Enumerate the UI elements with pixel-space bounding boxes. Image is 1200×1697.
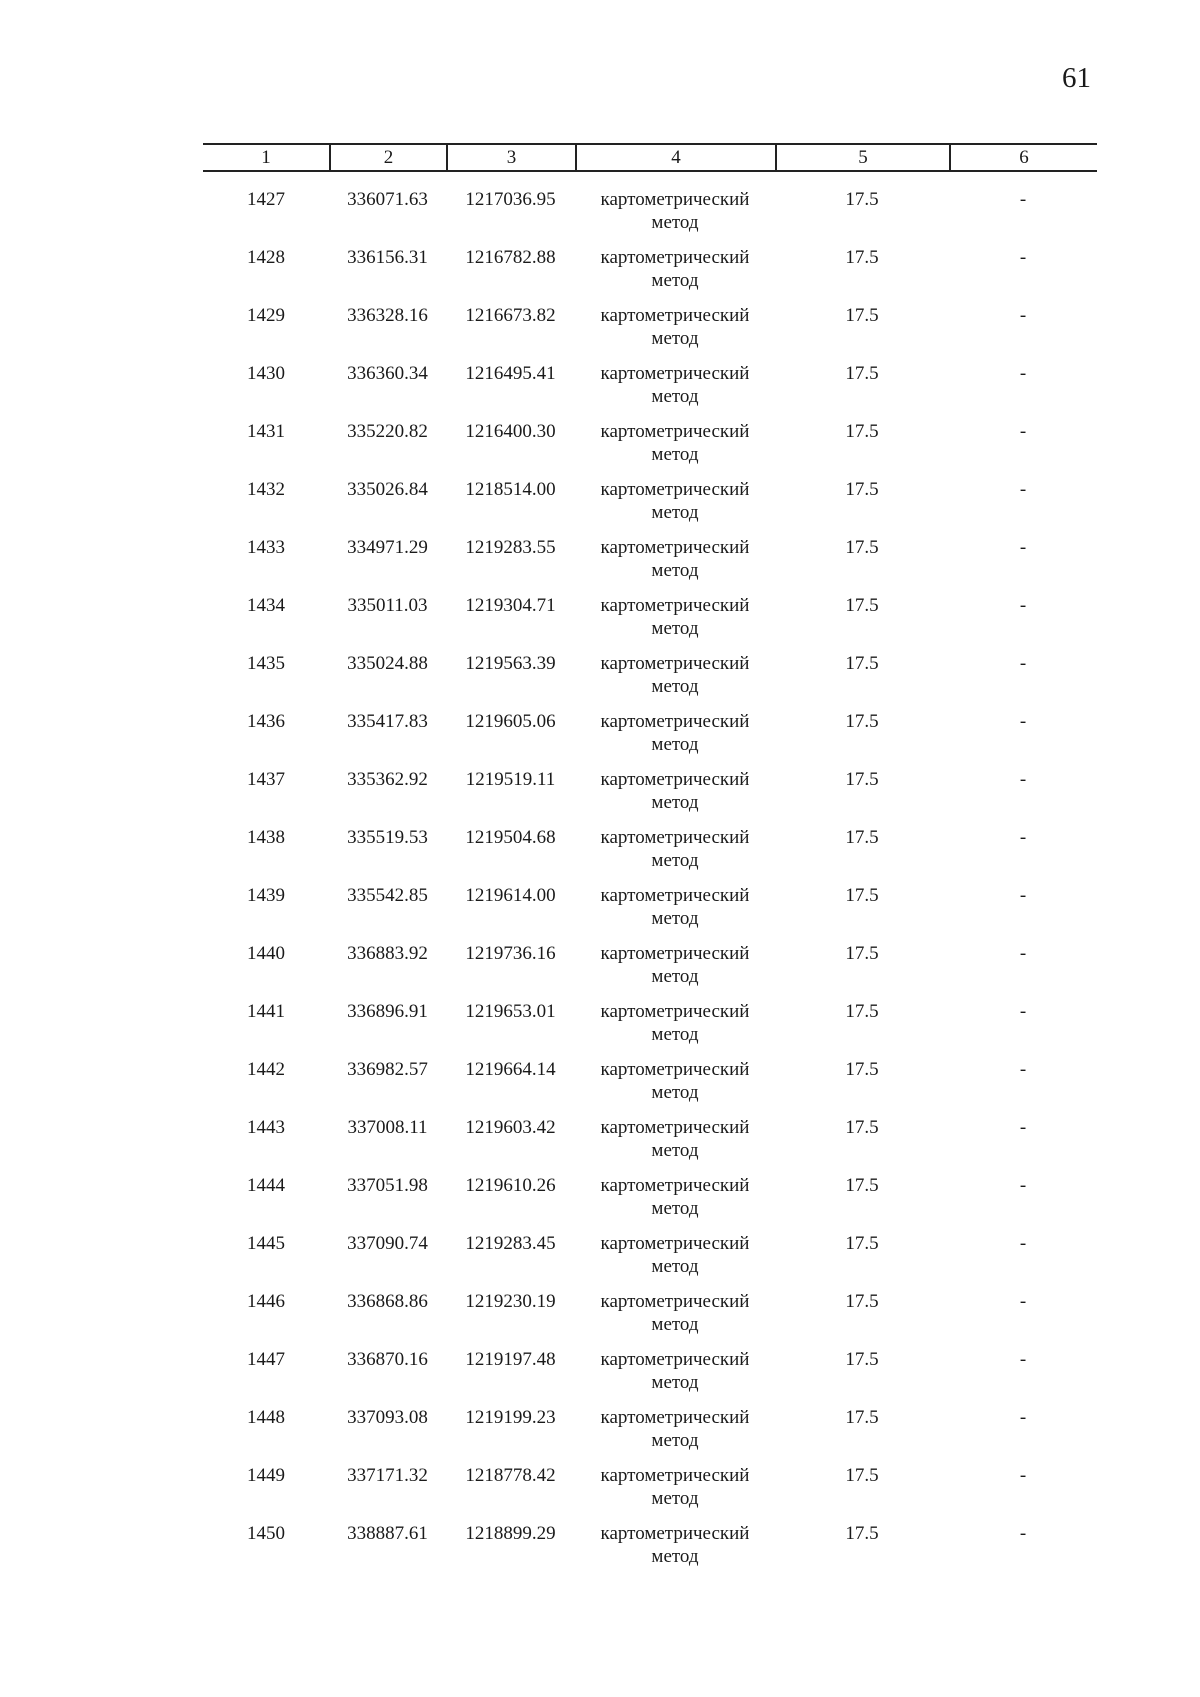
method-line-2: метод xyxy=(651,1024,699,1045)
table-row xyxy=(0,478,1200,536)
point-number-cell: 1445 xyxy=(247,1233,285,1254)
x-coordinate-cell: 336071.63 xyxy=(347,189,428,210)
method-cell xyxy=(575,246,775,292)
header-cell-4: 4 xyxy=(671,147,681,168)
accuracy-cell: 17.5 xyxy=(845,1465,879,1486)
table-row xyxy=(0,710,1200,768)
method-line-2: метод xyxy=(651,328,699,349)
method-line-2: метод xyxy=(651,1140,699,1161)
method-line-1: картометрический xyxy=(600,827,750,848)
note-cell: - xyxy=(1019,537,1027,558)
method-line-2: метод xyxy=(651,444,699,465)
method-line-1: картометрический xyxy=(600,537,750,558)
y-coordinate-cell: 1219603.42 xyxy=(465,1117,556,1138)
accuracy-cell: 17.5 xyxy=(845,479,879,500)
y-coordinate-cell: 1219230.19 xyxy=(465,1291,556,1312)
method-line-1: картометрический xyxy=(600,421,750,442)
y-coordinate-cell: 1219664.14 xyxy=(465,1059,556,1080)
x-coordinate-cell: 335519.53 xyxy=(347,827,428,848)
y-coordinate-cell: 1216400.30 xyxy=(465,421,556,442)
note-cell: - xyxy=(1019,1059,1027,1080)
method-cell xyxy=(575,1000,775,1046)
header-cell-6: 6 xyxy=(1019,147,1029,168)
table-body xyxy=(0,188,1200,1580)
note-cell: - xyxy=(1019,363,1027,384)
point-number-cell: 1446 xyxy=(247,1291,285,1312)
accuracy-cell: 17.5 xyxy=(845,1175,879,1196)
method-cell xyxy=(575,536,775,582)
method-line-2: метод xyxy=(651,966,699,987)
method-line-1: картометрический xyxy=(600,885,750,906)
accuracy-cell: 17.5 xyxy=(845,827,879,848)
method-line-1: картометрический xyxy=(600,1059,750,1080)
method-line-2: метод xyxy=(651,734,699,755)
accuracy-cell: 17.5 xyxy=(845,1059,879,1080)
method-line-1: картометрический xyxy=(600,1523,750,1544)
method-line-2: метод xyxy=(651,1082,699,1103)
table-row xyxy=(0,1058,1200,1116)
method-cell xyxy=(575,1174,775,1220)
page-number: 61 xyxy=(1062,62,1091,94)
point-number-cell: 1437 xyxy=(247,769,285,790)
accuracy-cell: 17.5 xyxy=(845,1291,879,1312)
point-number-cell: 1428 xyxy=(247,247,285,268)
note-cell: - xyxy=(1019,653,1027,674)
accuracy-cell: 17.5 xyxy=(845,769,879,790)
method-cell xyxy=(575,1116,775,1162)
method-cell xyxy=(575,362,775,408)
method-line-1: картометрический xyxy=(600,1233,750,1254)
method-line-1: картометрический xyxy=(600,711,750,732)
x-coordinate-cell: 336328.16 xyxy=(347,305,428,326)
x-coordinate-cell: 335362.92 xyxy=(347,769,428,790)
x-coordinate-cell: 335026.84 xyxy=(347,479,428,500)
method-line-1: картометрический xyxy=(600,1465,750,1486)
table-row xyxy=(0,536,1200,594)
note-cell: - xyxy=(1019,1233,1027,1254)
y-coordinate-cell: 1219605.06 xyxy=(465,711,556,732)
x-coordinate-cell: 338887.61 xyxy=(347,1523,428,1544)
method-line-1: картометрический xyxy=(600,943,750,964)
table-row xyxy=(0,1522,1200,1580)
method-cell xyxy=(575,1464,775,1510)
x-coordinate-cell: 336896.91 xyxy=(347,1001,428,1022)
point-number-cell: 1431 xyxy=(247,421,285,442)
x-coordinate-cell: 337093.08 xyxy=(347,1407,428,1428)
y-coordinate-cell: 1218514.00 xyxy=(465,479,556,500)
method-line-2: метод xyxy=(651,1256,699,1277)
x-coordinate-cell: 334971.29 xyxy=(347,537,428,558)
y-coordinate-cell: 1219736.16 xyxy=(465,943,556,964)
note-cell: - xyxy=(1019,827,1027,848)
y-coordinate-cell: 1219563.39 xyxy=(465,653,556,674)
method-cell xyxy=(575,594,775,640)
method-line-1: картометрический xyxy=(600,1407,750,1428)
note-cell: - xyxy=(1019,885,1027,906)
x-coordinate-cell: 335417.83 xyxy=(347,711,428,732)
table-row xyxy=(0,1464,1200,1522)
note-cell: - xyxy=(1019,1349,1027,1370)
method-line-2: метод xyxy=(651,850,699,871)
table-row xyxy=(0,1116,1200,1174)
y-coordinate-cell: 1219519.11 xyxy=(465,769,556,790)
table-row xyxy=(0,652,1200,710)
x-coordinate-cell: 335220.82 xyxy=(347,421,428,442)
method-line-2: метод xyxy=(651,908,699,929)
point-number-cell: 1436 xyxy=(247,711,285,732)
y-coordinate-cell: 1219610.26 xyxy=(465,1175,556,1196)
note-cell: - xyxy=(1019,711,1027,732)
method-cell xyxy=(575,1290,775,1336)
table-row xyxy=(0,1348,1200,1406)
method-cell xyxy=(575,1232,775,1278)
header-cell-1: 1 xyxy=(261,147,271,168)
accuracy-cell: 17.5 xyxy=(845,711,879,732)
point-number-cell: 1432 xyxy=(247,479,285,500)
y-coordinate-cell: 1216673.82 xyxy=(465,305,556,326)
x-coordinate-cell: 337008.11 xyxy=(347,1117,428,1138)
accuracy-cell: 17.5 xyxy=(845,1407,879,1428)
method-line-2: метод xyxy=(651,1430,699,1451)
note-cell: - xyxy=(1019,1523,1027,1544)
note-cell: - xyxy=(1019,1175,1027,1196)
y-coordinate-cell: 1219197.48 xyxy=(465,1349,556,1370)
table-row xyxy=(0,420,1200,478)
y-coordinate-cell: 1219283.55 xyxy=(465,537,556,558)
point-number-cell: 1443 xyxy=(247,1117,285,1138)
accuracy-cell: 17.5 xyxy=(845,247,879,268)
method-line-1: картометрический xyxy=(600,305,750,326)
method-cell xyxy=(575,768,775,814)
method-line-2: метод xyxy=(651,270,699,291)
method-cell xyxy=(575,478,775,524)
accuracy-cell: 17.5 xyxy=(845,1349,879,1370)
note-cell: - xyxy=(1019,1465,1027,1486)
note-cell: - xyxy=(1019,1001,1027,1022)
table-row xyxy=(0,1290,1200,1348)
note-cell: - xyxy=(1019,189,1027,210)
point-number-cell: 1430 xyxy=(247,363,285,384)
point-number-cell: 1439 xyxy=(247,885,285,906)
method-line-2: метод xyxy=(651,386,699,407)
note-cell: - xyxy=(1019,595,1027,616)
table-row xyxy=(0,768,1200,826)
method-line-2: метод xyxy=(651,676,699,697)
x-coordinate-cell: 335024.88 xyxy=(347,653,428,674)
x-coordinate-cell: 336883.92 xyxy=(347,943,428,964)
method-line-2: метод xyxy=(651,1372,699,1393)
method-line-2: метод xyxy=(651,792,699,813)
table-row xyxy=(0,942,1200,1000)
header-cell-5: 5 xyxy=(858,147,868,168)
method-line-1: картометрический xyxy=(600,653,750,674)
note-cell: - xyxy=(1019,305,1027,326)
accuracy-cell: 17.5 xyxy=(845,1523,879,1544)
y-coordinate-cell: 1216495.41 xyxy=(465,363,556,384)
method-line-1: картометрический xyxy=(600,363,750,384)
y-coordinate-cell: 1216782.88 xyxy=(465,247,556,268)
method-cell xyxy=(575,710,775,756)
x-coordinate-cell: 336156.31 xyxy=(347,247,428,268)
accuracy-cell: 17.5 xyxy=(845,189,879,210)
note-cell: - xyxy=(1019,479,1027,500)
point-number-cell: 1442 xyxy=(247,1059,285,1080)
note-cell: - xyxy=(1019,1407,1027,1428)
table-row xyxy=(0,594,1200,652)
note-cell: - xyxy=(1019,1291,1027,1312)
table-row xyxy=(0,1406,1200,1464)
method-cell xyxy=(575,188,775,234)
y-coordinate-cell: 1218778.42 xyxy=(465,1465,556,1486)
method-cell xyxy=(575,652,775,698)
accuracy-cell: 17.5 xyxy=(845,421,879,442)
x-coordinate-cell: 336868.86 xyxy=(347,1291,428,1312)
y-coordinate-cell: 1219614.00 xyxy=(465,885,556,906)
method-line-2: метод xyxy=(651,1488,699,1509)
table-row xyxy=(0,246,1200,304)
accuracy-cell: 17.5 xyxy=(845,595,879,616)
y-coordinate-cell: 1217036.95 xyxy=(465,189,556,210)
table-row xyxy=(0,1000,1200,1058)
x-coordinate-cell: 337090.74 xyxy=(347,1233,428,1254)
table-row xyxy=(0,884,1200,942)
y-coordinate-cell: 1219283.45 xyxy=(465,1233,556,1254)
method-line-2: метод xyxy=(651,1314,699,1335)
point-number-cell: 1434 xyxy=(247,595,285,616)
method-line-1: картометрический xyxy=(600,1349,750,1370)
note-cell: - xyxy=(1019,247,1027,268)
method-line-2: метод xyxy=(651,560,699,581)
point-number-cell: 1429 xyxy=(247,305,285,326)
method-line-1: картометрический xyxy=(600,1291,750,1312)
method-cell xyxy=(575,1058,775,1104)
accuracy-cell: 17.5 xyxy=(845,537,879,558)
accuracy-cell: 17.5 xyxy=(845,305,879,326)
method-line-1: картометрический xyxy=(600,595,750,616)
method-line-2: метод xyxy=(651,618,699,639)
method-line-2: метод xyxy=(651,1546,699,1567)
point-number-cell: 1440 xyxy=(247,943,285,964)
table-header xyxy=(203,143,1097,172)
method-line-1: картометрический xyxy=(600,1117,750,1138)
method-line-1: картометрический xyxy=(600,1001,750,1022)
table-row xyxy=(0,826,1200,884)
point-number-cell: 1435 xyxy=(247,653,285,674)
method-line-2: метод xyxy=(651,212,699,233)
note-cell: - xyxy=(1019,1117,1027,1138)
table-row xyxy=(0,304,1200,362)
y-coordinate-cell: 1219653.01 xyxy=(465,1001,556,1022)
x-coordinate-cell: 335542.85 xyxy=(347,885,428,906)
x-coordinate-cell: 337171.32 xyxy=(347,1465,428,1486)
point-number-cell: 1449 xyxy=(247,1465,285,1486)
method-line-1: картометрический xyxy=(600,769,750,790)
point-number-cell: 1438 xyxy=(247,827,285,848)
note-cell: - xyxy=(1019,421,1027,442)
method-line-1: картометрический xyxy=(600,247,750,268)
method-cell xyxy=(575,942,775,988)
x-coordinate-cell: 335011.03 xyxy=(347,595,428,616)
header-cell-3: 3 xyxy=(506,147,517,168)
y-coordinate-cell: 1219504.68 xyxy=(465,827,556,848)
accuracy-cell: 17.5 xyxy=(845,885,879,906)
x-coordinate-cell: 336870.16 xyxy=(347,1349,428,1370)
x-coordinate-cell: 337051.98 xyxy=(347,1175,428,1196)
method-line-2: метод xyxy=(651,502,699,523)
note-cell: - xyxy=(1019,769,1027,790)
accuracy-cell: 17.5 xyxy=(845,1001,879,1022)
point-number-cell: 1433 xyxy=(247,537,285,558)
note-cell: - xyxy=(1019,943,1027,964)
table-row xyxy=(0,1174,1200,1232)
accuracy-cell: 17.5 xyxy=(845,1117,879,1138)
method-cell xyxy=(575,1348,775,1394)
point-number-cell: 1427 xyxy=(247,189,285,210)
method-cell xyxy=(575,304,775,350)
table-row xyxy=(0,362,1200,420)
method-line-1: картометрический xyxy=(600,479,750,500)
x-coordinate-cell: 336360.34 xyxy=(347,363,428,384)
method-line-1: картометрический xyxy=(600,1175,750,1196)
table-row xyxy=(0,1232,1200,1290)
method-cell xyxy=(575,826,775,872)
accuracy-cell: 17.5 xyxy=(845,363,879,384)
accuracy-cell: 17.5 xyxy=(845,653,879,674)
accuracy-cell: 17.5 xyxy=(845,1233,879,1254)
point-number-cell: 1444 xyxy=(247,1175,285,1196)
method-line-2: метод xyxy=(651,1198,699,1219)
method-line-1: картометрический xyxy=(600,189,750,210)
point-number-cell: 1450 xyxy=(247,1523,285,1544)
y-coordinate-cell: 1219304.71 xyxy=(465,595,556,616)
method-cell xyxy=(575,1406,775,1452)
method-cell xyxy=(575,884,775,930)
table-row xyxy=(0,188,1200,246)
y-coordinate-cell: 1219199.23 xyxy=(465,1407,556,1428)
y-coordinate-cell: 1218899.29 xyxy=(465,1523,556,1544)
method-cell xyxy=(575,1522,775,1568)
accuracy-cell: 17.5 xyxy=(845,943,879,964)
header-cell-2: 2 xyxy=(383,147,394,168)
point-number-cell: 1447 xyxy=(247,1349,285,1370)
x-coordinate-cell: 336982.57 xyxy=(347,1059,428,1080)
point-number-cell: 1441 xyxy=(247,1001,285,1022)
point-number-cell: 1448 xyxy=(247,1407,285,1428)
method-cell xyxy=(575,420,775,466)
